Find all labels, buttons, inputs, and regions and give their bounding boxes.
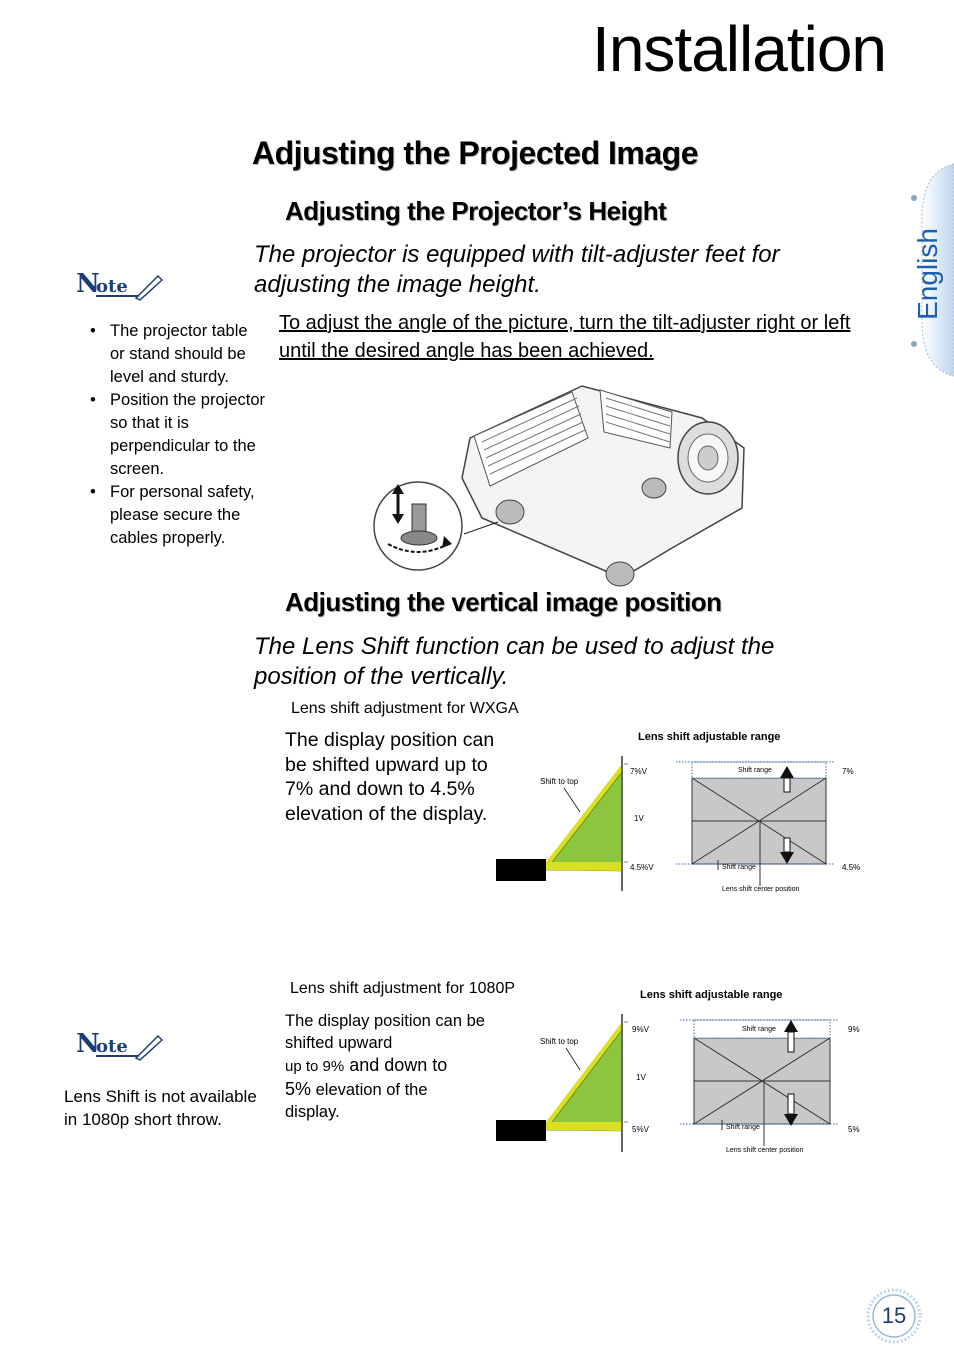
bottom-pct-label: 4.5%V: [630, 863, 654, 872]
svg-text:N: N: [76, 1029, 100, 1059]
p1080-desc-part: up to 9%: [285, 1058, 345, 1075]
shift-range-top: Shift range: [742, 1026, 776, 1033]
svg-text:N: N: [76, 269, 100, 299]
svg-text:ote: ote: [96, 276, 128, 297]
wxga-caption: Lens shift adjustment for WXGA: [291, 700, 519, 717]
center-position-label: Lens shift center position: [722, 886, 800, 893]
svg-text:ote: ote: [96, 1036, 128, 1057]
shift-range-top: Shift range: [738, 767, 772, 774]
note1-item: • For personal safety, please secure the cables properly.: [86, 481, 266, 550]
page-title: Installation: [592, 13, 886, 85]
shift-to-top-label: Shift to top: [540, 1037, 579, 1046]
diagram-title: Lens shift adjustable range: [640, 989, 783, 1001]
right-bottom-pct: 5%: [848, 1125, 860, 1134]
shift-range-bottom: Shift range: [722, 864, 756, 871]
shift-range-bottom: Shift range: [726, 1124, 760, 1131]
center-position-label: Lens shift center position: [726, 1147, 804, 1154]
mid-label: 1V: [636, 1073, 646, 1082]
right-bottom-pct: 4.5%: [842, 863, 861, 872]
note1-item: • Position the projector so that it is perpendicular to the screen.: [86, 389, 266, 481]
vertical-intro: The Lens Shift function can be used to adjust the position of the vertically.: [254, 633, 775, 690]
language-tab-label: English: [912, 228, 943, 320]
height-heading: Adjusting the Projector’s Height: [285, 196, 667, 226]
note1-list: [86, 320, 266, 550]
p1080-desc-part: 5%: [285, 1079, 312, 1099]
height-intro: The projector is equipped with tilt-adjuster feet for adjusting the image height.: [254, 241, 780, 298]
height-instruction: To adjust the angle of the picture, turn the tilt-adjuster right or left until the desired angle has been achieved.: [279, 312, 851, 362]
top-pct-label: 7%V: [630, 767, 647, 776]
p1080-desc-part: and down to: [344, 1055, 448, 1075]
wxga-lens-diagram: [494, 726, 874, 901]
right-top-pct: 9%: [848, 1025, 860, 1034]
diagram-title: Lens shift adjustable range: [638, 731, 781, 743]
p1080-caption: Lens shift adjustment for 1080P: [290, 980, 516, 997]
p1080-lens-diagram: [494, 984, 874, 1161]
bottom-pct-label: 5%V: [632, 1125, 649, 1134]
p1080-desc-part: elevation of the display.: [285, 1081, 428, 1121]
note-icon: [76, 268, 166, 309]
section-heading: Adjusting the Projected Image: [252, 135, 699, 171]
note2-text: Lens Shift is not available in 1080p short throw.: [64, 1087, 257, 1129]
top-pct-label: 9%V: [632, 1025, 649, 1034]
language-tab: [910, 160, 954, 380]
note-icon: [76, 1028, 166, 1069]
wxga-description: The display position can be shifted upward up to 7% and down to 4.5% elevation of the display.: [285, 729, 495, 825]
p1080-desc-part: The display position can be shifted upward: [285, 1012, 485, 1052]
page-number-badge: [866, 1288, 922, 1344]
page-number: 15: [881, 1303, 907, 1328]
projector-illustration: [372, 378, 772, 597]
right-top-pct: 7%: [842, 767, 854, 776]
shift-to-top-label: Shift to top: [540, 777, 579, 786]
mid-label: 1V: [634, 814, 644, 823]
vertical-heading: Adjusting the vertical image position: [285, 587, 722, 617]
note1-item: • The projector table or stand should be level and sturdy.: [86, 320, 266, 389]
p1080-description: [285, 1010, 485, 1123]
